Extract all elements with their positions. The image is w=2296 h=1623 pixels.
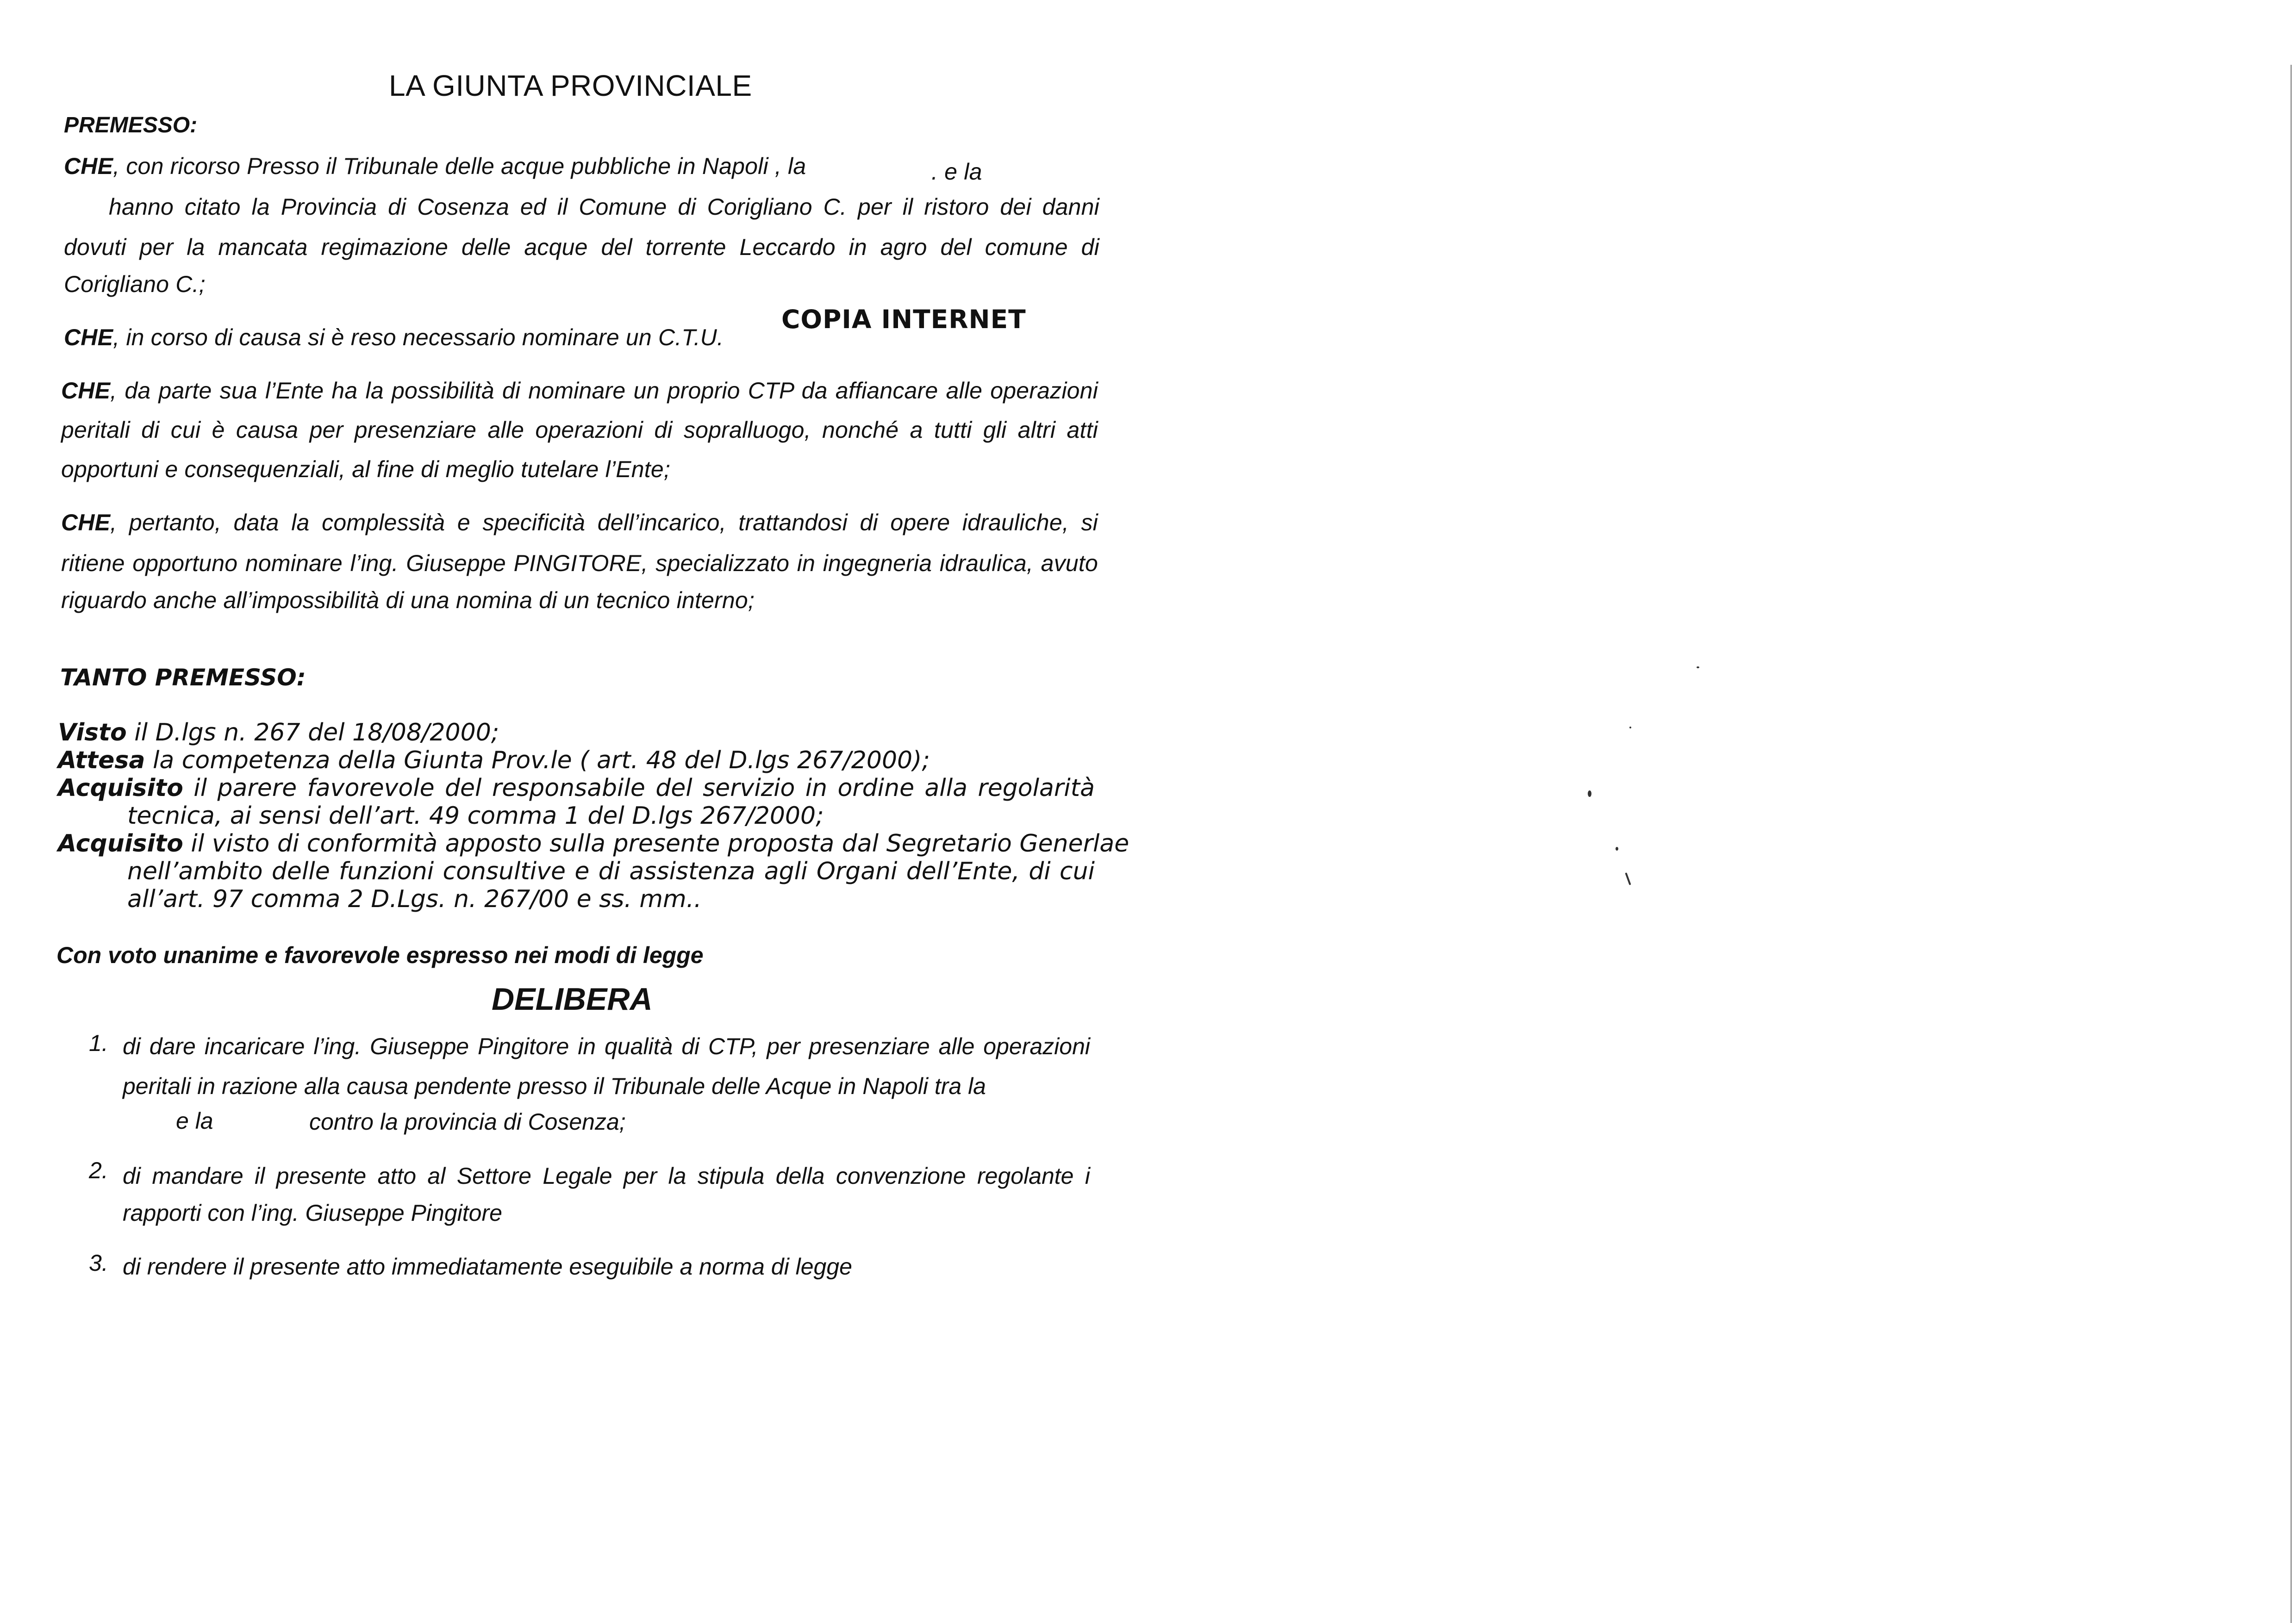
p1-line-1-tail: . e la <box>931 159 982 185</box>
acquisito-2-line-2: nell’ambito delle funzioni consultive e di assistenza agli Organi dell’Ente, di cui <box>127 858 1095 885</box>
scan-speck <box>1588 790 1591 797</box>
acquisito-1-line-1: Acquisito il parere favorevole del responsabile del servizio in ordine alla regolarità <box>58 774 1095 802</box>
p4-line-2: ritiene opportuno nominare l’ing. Giuseppe PINGITORE, specializzato in ingegneria idraulica, avuto <box>61 550 1098 576</box>
p2-line-1: CHE, in corso di causa si è reso necessario nominare un C.T.U. <box>64 324 724 350</box>
item-1-line-2: peritali in razione alla causa pendente presso il Tribunale delle Acque in Napoli tra la <box>123 1073 986 1099</box>
che-keyword: CHE <box>61 510 111 535</box>
acquisito-2-line-3: all’art. 97 comma 2 D.Lgs. n. 267/00 e ss. mm.. <box>127 885 702 913</box>
p3-line-2: peritali di cui è causa per presenziare alle operazioni di sopralluogo, nonché a tutti gli altri atti <box>61 417 1098 443</box>
che-keyword: CHE <box>61 378 111 404</box>
voto-line: Con voto unanime e favorevole espresso nei modi di legge <box>56 942 704 968</box>
item-1-line-3a: e la <box>176 1108 213 1134</box>
item-3-number: 3. <box>89 1250 108 1276</box>
tanto-premesso-heading: TANTO PREMESSO: <box>60 664 306 691</box>
p1-line-2: hanno citato la Provincia di Cosenza ed il Comune di Corigliano C. per il ristoro dei danni <box>109 194 1099 220</box>
p1-line-4: Corigliano C.; <box>64 271 206 297</box>
scan-speck <box>1616 847 1618 851</box>
item-1-number: 1. <box>89 1030 108 1056</box>
p4-line-3: riguardo anche all’impossibilità di una nomina di un tecnico interno; <box>61 587 755 613</box>
p4-line-1: CHE, pertanto, data la complessità e specificità dell’incarico, trattandosi di opere idrauliche, si <box>61 510 1098 535</box>
item-2-line-2: rapporti con l’ing. Giuseppe Pingitore <box>123 1200 502 1226</box>
attesa-line: Attesa la competenza della Giunta Prov.le ( art. 48 del D.lgs 267/2000); <box>58 746 930 774</box>
page-edge-line <box>2290 65 2292 1623</box>
p3-line-3: opportuni e consequenziali, al fine di meglio tutelare l’Ente; <box>61 456 670 482</box>
premesso-heading: PREMESSO: <box>64 113 198 137</box>
item-1-line-3b: contro la provincia di Cosenza; <box>309 1109 626 1135</box>
p1-line-3: dovuti per la mancata regimazione delle acque del torrente Leccardo in agro del comune di <box>64 234 1099 260</box>
acquisito-2-line-1: Acquisito il visto di conformità apposto sulla presente proposta dal Segretario Generlae <box>58 830 1129 858</box>
scan-speck <box>1629 727 1631 728</box>
copia-internet-stamp: COPIA INTERNET <box>781 305 1026 334</box>
item-2-number: 2. <box>89 1157 108 1183</box>
item-3-line-1: di rendere il presente atto immediatamente eseguibile a norma di legge <box>123 1254 852 1280</box>
visto-line: Visto il D.lgs n. 267 del 18/08/2000; <box>58 719 499 746</box>
delibera-heading: DELIBERA <box>492 982 653 1017</box>
scan-speck <box>1625 872 1631 885</box>
che-keyword: CHE <box>64 324 113 350</box>
scan-speck <box>1697 666 1699 668</box>
p3-line-1: CHE, da parte sua l’Ente ha la possibilità di nominare un proprio CTP da affiancare alle operazioni <box>61 378 1098 404</box>
che-keyword: CHE <box>64 153 113 179</box>
p1-line-1: CHE, con ricorso Presso il Tribunale delle acque pubbliche in Napoli , la <box>64 153 806 179</box>
item-2-line-1: di mandare il presente atto al Settore Legale per la stipula della convenzione regolante i <box>123 1163 1090 1189</box>
document-title: LA GIUNTA PROVINCIALE <box>389 69 752 102</box>
item-1-line-1: di dare incaricare l’ing. Giuseppe Pingitore in qualità di CTP, per presenziare alle operazioni <box>123 1033 1090 1059</box>
acquisito-1-line-2: tecnica, ai sensi dell’art. 49 comma 1 del D.lgs 267/2000; <box>127 802 824 830</box>
